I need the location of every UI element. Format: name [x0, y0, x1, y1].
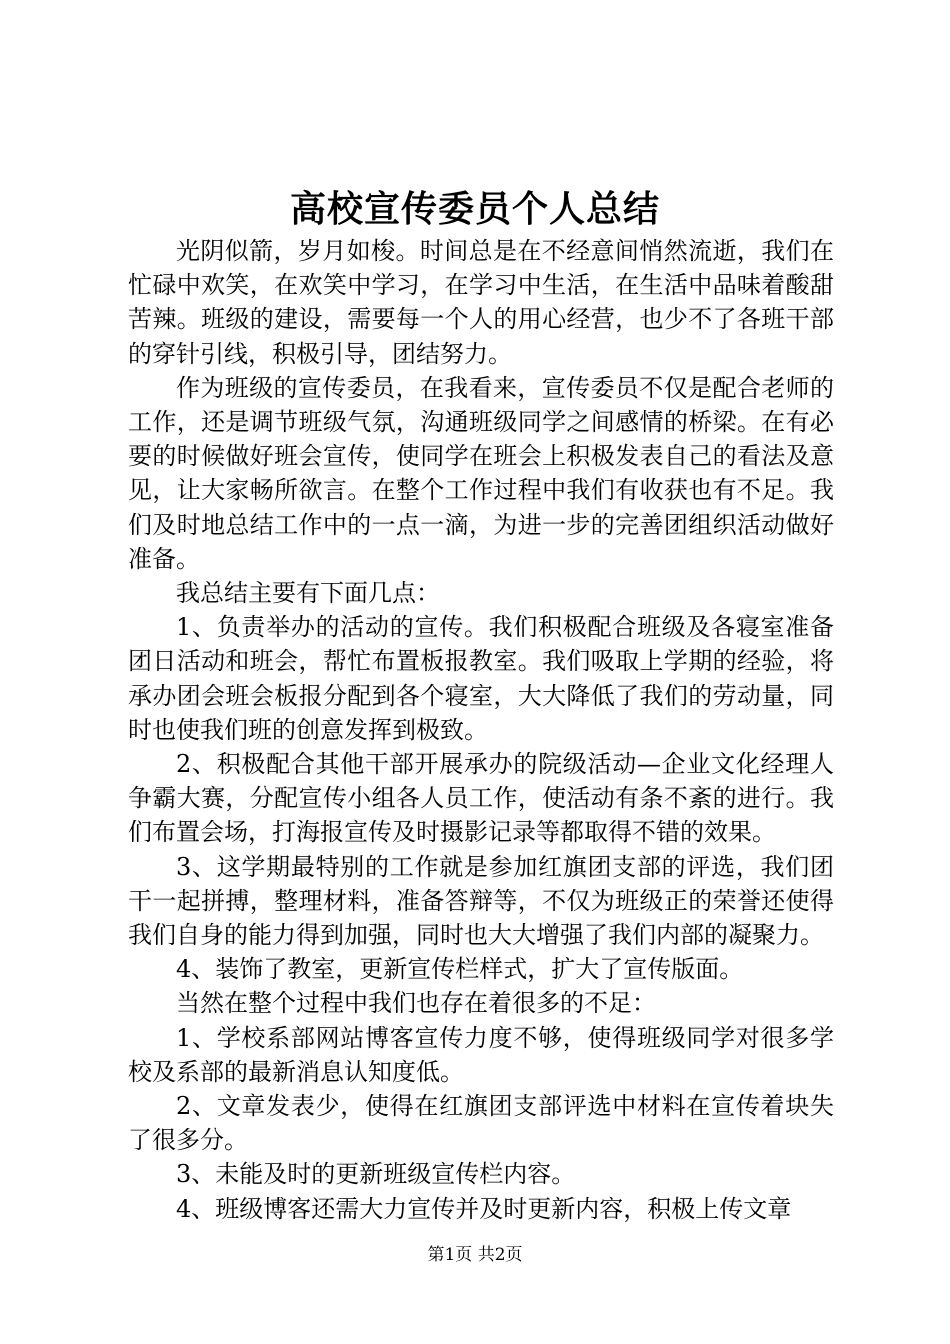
- paragraph-point-2: 2、积极配合其他干部开展承办的院级活动—企业文化经理人争霸大赛，分配宣传小组各人员工作，使活动有条不紊的进行。我们布置会场，打海报宣传及时摄影记录等都取得不错的效果。: [128, 750, 834, 847]
- document-body: [128, 234, 834, 1226]
- paragraph-point-4: 4、装饰了教室，更新宣传栏样式，扩大了宣传版面。: [176, 955, 744, 984]
- paragraph-summary-heading: 我总结主要有下面几点：: [176, 579, 440, 608]
- paragraph-shortcoming-2: 2、文章发表少，使得在红旗团支部评选中材料在宣传着块失了很多分。: [128, 1092, 834, 1155]
- paragraph-shortcoming-4: 4、班级博客还需大力宣传并及时更新内容，积极上传文章: [176, 1194, 792, 1223]
- paragraph-point-1: 1、负责举办的活动的宣传。我们积极配合班级及各寝室准备团日活动和班会，帮忙布置板报教室。我们吸取上学期的经验，将承办团会班会板报分配到各个寝室，大大降低了我们的劳动量，同时也使我们班的创意发挥到极致。: [128, 613, 834, 744]
- paragraph-point-3: 3、这学期最特别的工作就是参加红旗团支部的评选，我们团干一起拼搏，整理材料，准备答辩等，不仅为班级正的荣誉还使得我们自身的能力得到加强，同时也大大增强了我们内部的凝聚力。: [128, 852, 834, 950]
- document-title: 高校宣传委员个人总结: [289, 188, 660, 230]
- paragraph-intro: 光阴似箭，岁月如梭。时间总是在不经意间悄然流逝，我们在忙碌中欢笑，在欢笑中学习，在学习中生活，在生活中品味着酸甜苦辣。班级的建设，需要每一个人的用心经营，也少不了各班干部的穿针引线，积极引导，团结努力。: [128, 237, 834, 368]
- page-number-footer: 第1页 共2页: [427, 1245, 523, 1265]
- paragraph-shortcoming-3: 3、未能及时的更新班级宣传栏内容。: [176, 1160, 576, 1189]
- paragraph-shortcomings-heading: 当然在整个过程中我们也存在着很多的不足：: [176, 989, 656, 1018]
- paragraph-shortcoming-1: 1、学校系部网站博客宣传力度不够，使得班级同学对很多学校及系部的最新消息认知度低。: [128, 1023, 834, 1086]
- paragraph-role: 作为班级的宣传委员，在我看来，宣传委员不仅是配合老师的工作，还是调节班级气氛，沟通班级同学之间感情的桥梁。在有必要的时候做好班会宣传，使同学在班会上积极发表自己的看法及意见，让大家畅所欲言。在整个工作过程中我们有收获也有不足。我们及时地总结工作中的一点一滴，为进一步的完善团组织活动做好准备。: [128, 373, 834, 573]
